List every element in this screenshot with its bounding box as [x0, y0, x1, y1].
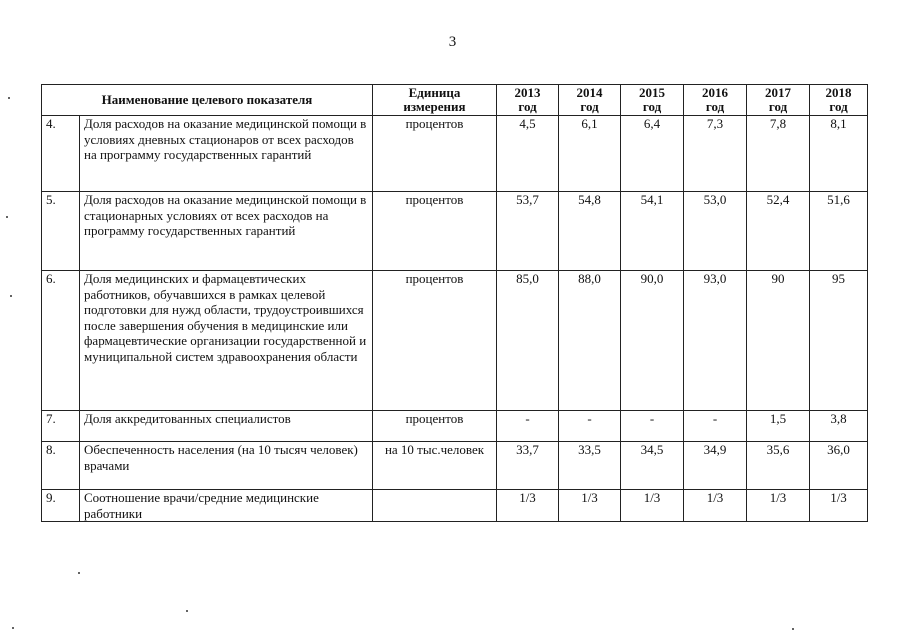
header-year-2018 [810, 85, 868, 116]
header-unit [373, 85, 497, 116]
table-row [42, 490, 868, 522]
row-unit [373, 490, 497, 522]
header-unit-line1: Единица [408, 85, 461, 100]
header-year-2016 [684, 85, 747, 116]
row-value-2013: 85,0 [497, 271, 559, 411]
table-header-row [42, 85, 868, 116]
scan-speck [8, 97, 10, 99]
row-number: 7. [42, 411, 80, 442]
scan-speck [78, 572, 80, 574]
row-value-2016: 7,3 [684, 116, 747, 192]
row-value-2015: 90,0 [621, 271, 684, 411]
row-value-2015: - [621, 411, 684, 442]
row-unit: процентов [373, 116, 497, 192]
scan-speck [10, 295, 12, 297]
scan-speck [186, 610, 188, 612]
table-row [42, 411, 868, 442]
header-year-2013 [497, 85, 559, 116]
row-value-2013: 1/3 [497, 490, 559, 522]
header-year-2017 [747, 85, 810, 116]
row-value-2014: 54,8 [559, 192, 621, 271]
row-value-2016: 93,0 [684, 271, 747, 411]
row-value-2016: - [684, 411, 747, 442]
row-unit: процентов [373, 411, 497, 442]
row-value-2018: 8,1 [810, 116, 868, 192]
table-row [42, 192, 868, 271]
row-number: 5. [42, 192, 80, 271]
header-year-2014 [559, 85, 621, 116]
header-year-suffix: год [518, 99, 537, 114]
table-row [42, 271, 868, 411]
row-value-2013: 53,7 [497, 192, 559, 271]
indicators-table [41, 84, 868, 522]
scan-speck [6, 216, 8, 218]
row-number: 6. [42, 271, 80, 411]
row-value-2014: 6,1 [559, 116, 621, 192]
row-number: 4. [42, 116, 80, 192]
row-value-2018: 95 [810, 271, 868, 411]
row-value-2014: 33,5 [559, 442, 621, 490]
row-value-2016: 1/3 [684, 490, 747, 522]
row-value-2017: 7,8 [747, 116, 810, 192]
row-value-2017: 52,4 [747, 192, 810, 271]
header-year-value: 2016 [702, 85, 728, 100]
row-indicator-name: Доля расходов на оказание медицинской помощи в условиях дневных стационаров от всех расходов на программу государственных гарантий [80, 116, 373, 192]
row-unit: процентов [373, 192, 497, 271]
row-value-2017: 1,5 [747, 411, 810, 442]
row-value-2015: 34,5 [621, 442, 684, 490]
header-year-suffix: год [768, 99, 788, 114]
row-value-2017: 90 [747, 271, 810, 411]
row-indicator-name: Доля расходов на оказание медицинской помощи в стационарных условиях от всех расходов на программу государственных гарантий [80, 192, 373, 271]
row-value-2014: 88,0 [559, 271, 621, 411]
header-indicator-name: Наименование целевого показателя [42, 85, 373, 116]
header-year-value: 2013 [514, 85, 541, 100]
row-indicator-name: Соотношение врачи/средние медицинские работники [80, 490, 373, 522]
row-indicator-name: Доля медицинских и фармацевтических работников, обучавшихся в рамках целевой подготовки для нужд области, трудоустроившихся после завершения обучения в медицинские или фармацевтические организации государственной и муниципальной систем здравоохранения области [80, 271, 373, 411]
scan-speck [792, 628, 794, 630]
header-year-suffix: год [580, 99, 599, 114]
row-indicator-name: Обеспеченность населения (на 10 тысяч человек) врачами [80, 442, 373, 490]
row-value-2017: 35,6 [747, 442, 810, 490]
row-value-2015: 54,1 [621, 192, 684, 271]
row-value-2014: - [559, 411, 621, 442]
row-value-2013: 4,5 [497, 116, 559, 192]
header-year-value: 2014 [576, 85, 603, 100]
row-unit: на 10 тыс.человек [373, 442, 497, 490]
row-value-2016: 53,0 [684, 192, 747, 271]
row-value-2015: 1/3 [621, 490, 684, 522]
header-year-value: 2017 [765, 85, 791, 100]
row-unit: процентов [373, 271, 497, 411]
row-value-2017: 1/3 [747, 490, 810, 522]
header-year-value: 2015 [639, 85, 665, 100]
scan-speck [12, 627, 14, 629]
row-value-2013: 33,7 [497, 442, 559, 490]
row-indicator-name: Доля аккредитованных специалистов [80, 411, 373, 442]
table-row [42, 116, 868, 192]
page-number: 3 [448, 34, 457, 50]
row-value-2018: 51,6 [810, 192, 868, 271]
header-year-value: 2018 [825, 85, 852, 100]
header-year-suffix: год [829, 99, 848, 114]
row-value-2018: 36,0 [810, 442, 868, 490]
row-number: 8. [42, 442, 80, 490]
row-value-2014: 1/3 [559, 490, 621, 522]
header-year-suffix: год [642, 99, 662, 114]
header-year-suffix: год [705, 99, 725, 114]
row-value-2015: 6,4 [621, 116, 684, 192]
header-year-2015 [621, 85, 684, 116]
row-value-2013: - [497, 411, 559, 442]
row-value-2016: 34,9 [684, 442, 747, 490]
table-row [42, 442, 868, 490]
row-value-2018: 1/3 [810, 490, 868, 522]
header-unit-line2: измерения [403, 99, 466, 114]
row-number: 9. [42, 490, 80, 522]
row-value-2018: 3,8 [810, 411, 868, 442]
